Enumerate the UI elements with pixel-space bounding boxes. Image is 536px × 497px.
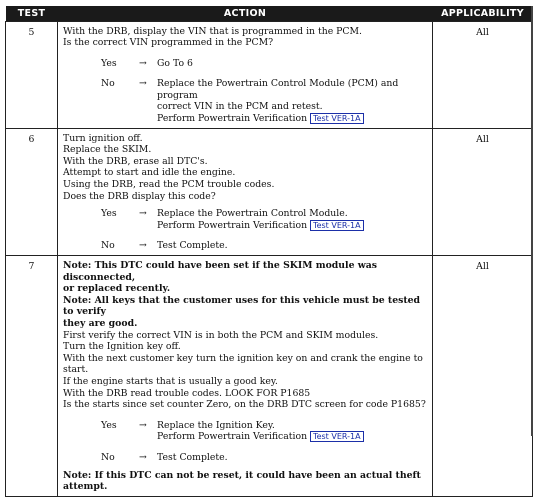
- action-line: Turn ignition off.: [63, 132, 143, 144]
- action-line: Attempt to start and idle the engine.: [63, 167, 236, 179]
- no-text: Test Complete.: [157, 240, 228, 252]
- yes-option: [101, 420, 427, 443]
- diagnostic-table: [5, 6, 533, 497]
- test-ver-link[interactable]: Test VER-1A: [310, 431, 364, 442]
- note-text: Note: If this DTC can not be reset, it could have been an actual theft attempt.: [63, 469, 421, 493]
- no-label: No: [101, 240, 115, 252]
- yes-label: Yes: [101, 419, 117, 431]
- action-cell: [58, 128, 433, 255]
- action-cell: [58, 256, 433, 497]
- action-cell: [58, 21, 433, 128]
- verification-text: Perform Powertrain Verification: [157, 219, 308, 231]
- yes-text: Replace the Powertrain Control Module.: [157, 208, 348, 220]
- action-line: Replace the SKIM.: [63, 144, 152, 156]
- arrow-icon: →: [139, 57, 147, 69]
- yes-label: Yes: [101, 57, 117, 69]
- note-text: or replaced recently.: [63, 283, 171, 295]
- no-text: Replace the Powertrain Control Module (PCM) and program: [157, 78, 399, 101]
- note-text: they are good.: [63, 317, 138, 329]
- action-line: With the DRB read trouble codes. LOOK FOR P1685: [63, 387, 311, 399]
- verification-text: Perform Powertrain Verification: [157, 113, 308, 125]
- test-number: 5: [6, 21, 58, 128]
- applicability-cell: All: [433, 128, 533, 255]
- action-line: With the next customer key turn the ignition key on and crank the engine to start.: [63, 352, 423, 376]
- no-option: [101, 240, 427, 252]
- header-row: [6, 6, 533, 21]
- no-text: Test Complete.: [157, 451, 228, 463]
- applicability-cell: All: [433, 21, 533, 128]
- test-row-6: [6, 128, 533, 255]
- action-line: First verify the correct VIN is in both the PCM and SKIM modules.: [63, 329, 379, 341]
- page-edge-rule: [531, 6, 533, 436]
- note-text: Note: This DTC could have been set if the SKIM module was disconnected,: [63, 260, 377, 283]
- action-line: Does the DRB display this code?: [63, 190, 216, 202]
- action-line: With the DRB, erase all DTC's.: [63, 155, 208, 167]
- action-line: Turn the Ignition key off.: [63, 341, 181, 353]
- action-line: Is the correct VIN programmed in the PCM?: [63, 37, 274, 49]
- header-action: ACTION: [58, 6, 433, 21]
- test-row-5: [6, 21, 533, 128]
- yes-text: Replace the Ignition Key.: [157, 419, 275, 431]
- diagnostic-table-page: [5, 6, 532, 493]
- test-number: 7: [6, 256, 58, 497]
- header-test: TEST: [6, 6, 58, 21]
- test-ver-link[interactable]: Test VER-1A: [310, 113, 364, 124]
- no-option: [101, 78, 427, 124]
- arrow-icon: →: [139, 451, 147, 463]
- no-label: No: [101, 451, 115, 463]
- verification-text: Perform Powertrain Verification: [157, 431, 308, 443]
- yes-label: Yes: [101, 208, 117, 220]
- action-line: Is the starts since set counter Zero, on the DRB DTC screen for code P1685?: [63, 399, 426, 411]
- arrow-icon: →: [139, 240, 147, 252]
- test-number: 6: [6, 128, 58, 255]
- no-text: correct VIN in the PCM and retest.: [157, 101, 323, 113]
- yes-option: [101, 208, 427, 231]
- test-ver-link[interactable]: Test VER-1A: [310, 220, 364, 231]
- arrow-icon: →: [139, 419, 147, 431]
- test-row-7: [6, 256, 533, 497]
- action-line: Using the DRB, read the PCM trouble codes.: [63, 179, 275, 191]
- header-applicability: APPLICABILITY: [433, 6, 533, 21]
- note-text: Note: All keys that the customer uses for this vehicle must be tested to verify: [63, 294, 421, 318]
- arrow-icon: →: [139, 208, 147, 220]
- yes-text: Go To 6: [157, 57, 193, 69]
- action-line: With the DRB, display the VIN that is programmed in the PCM.: [63, 25, 363, 37]
- no-label: No: [101, 78, 115, 90]
- yes-option: [101, 58, 427, 70]
- action-line: If the engine starts that is usually a good key.: [63, 375, 278, 387]
- arrow-icon: →: [139, 78, 147, 90]
- applicability-cell: All: [433, 256, 533, 497]
- no-option: [101, 452, 427, 464]
